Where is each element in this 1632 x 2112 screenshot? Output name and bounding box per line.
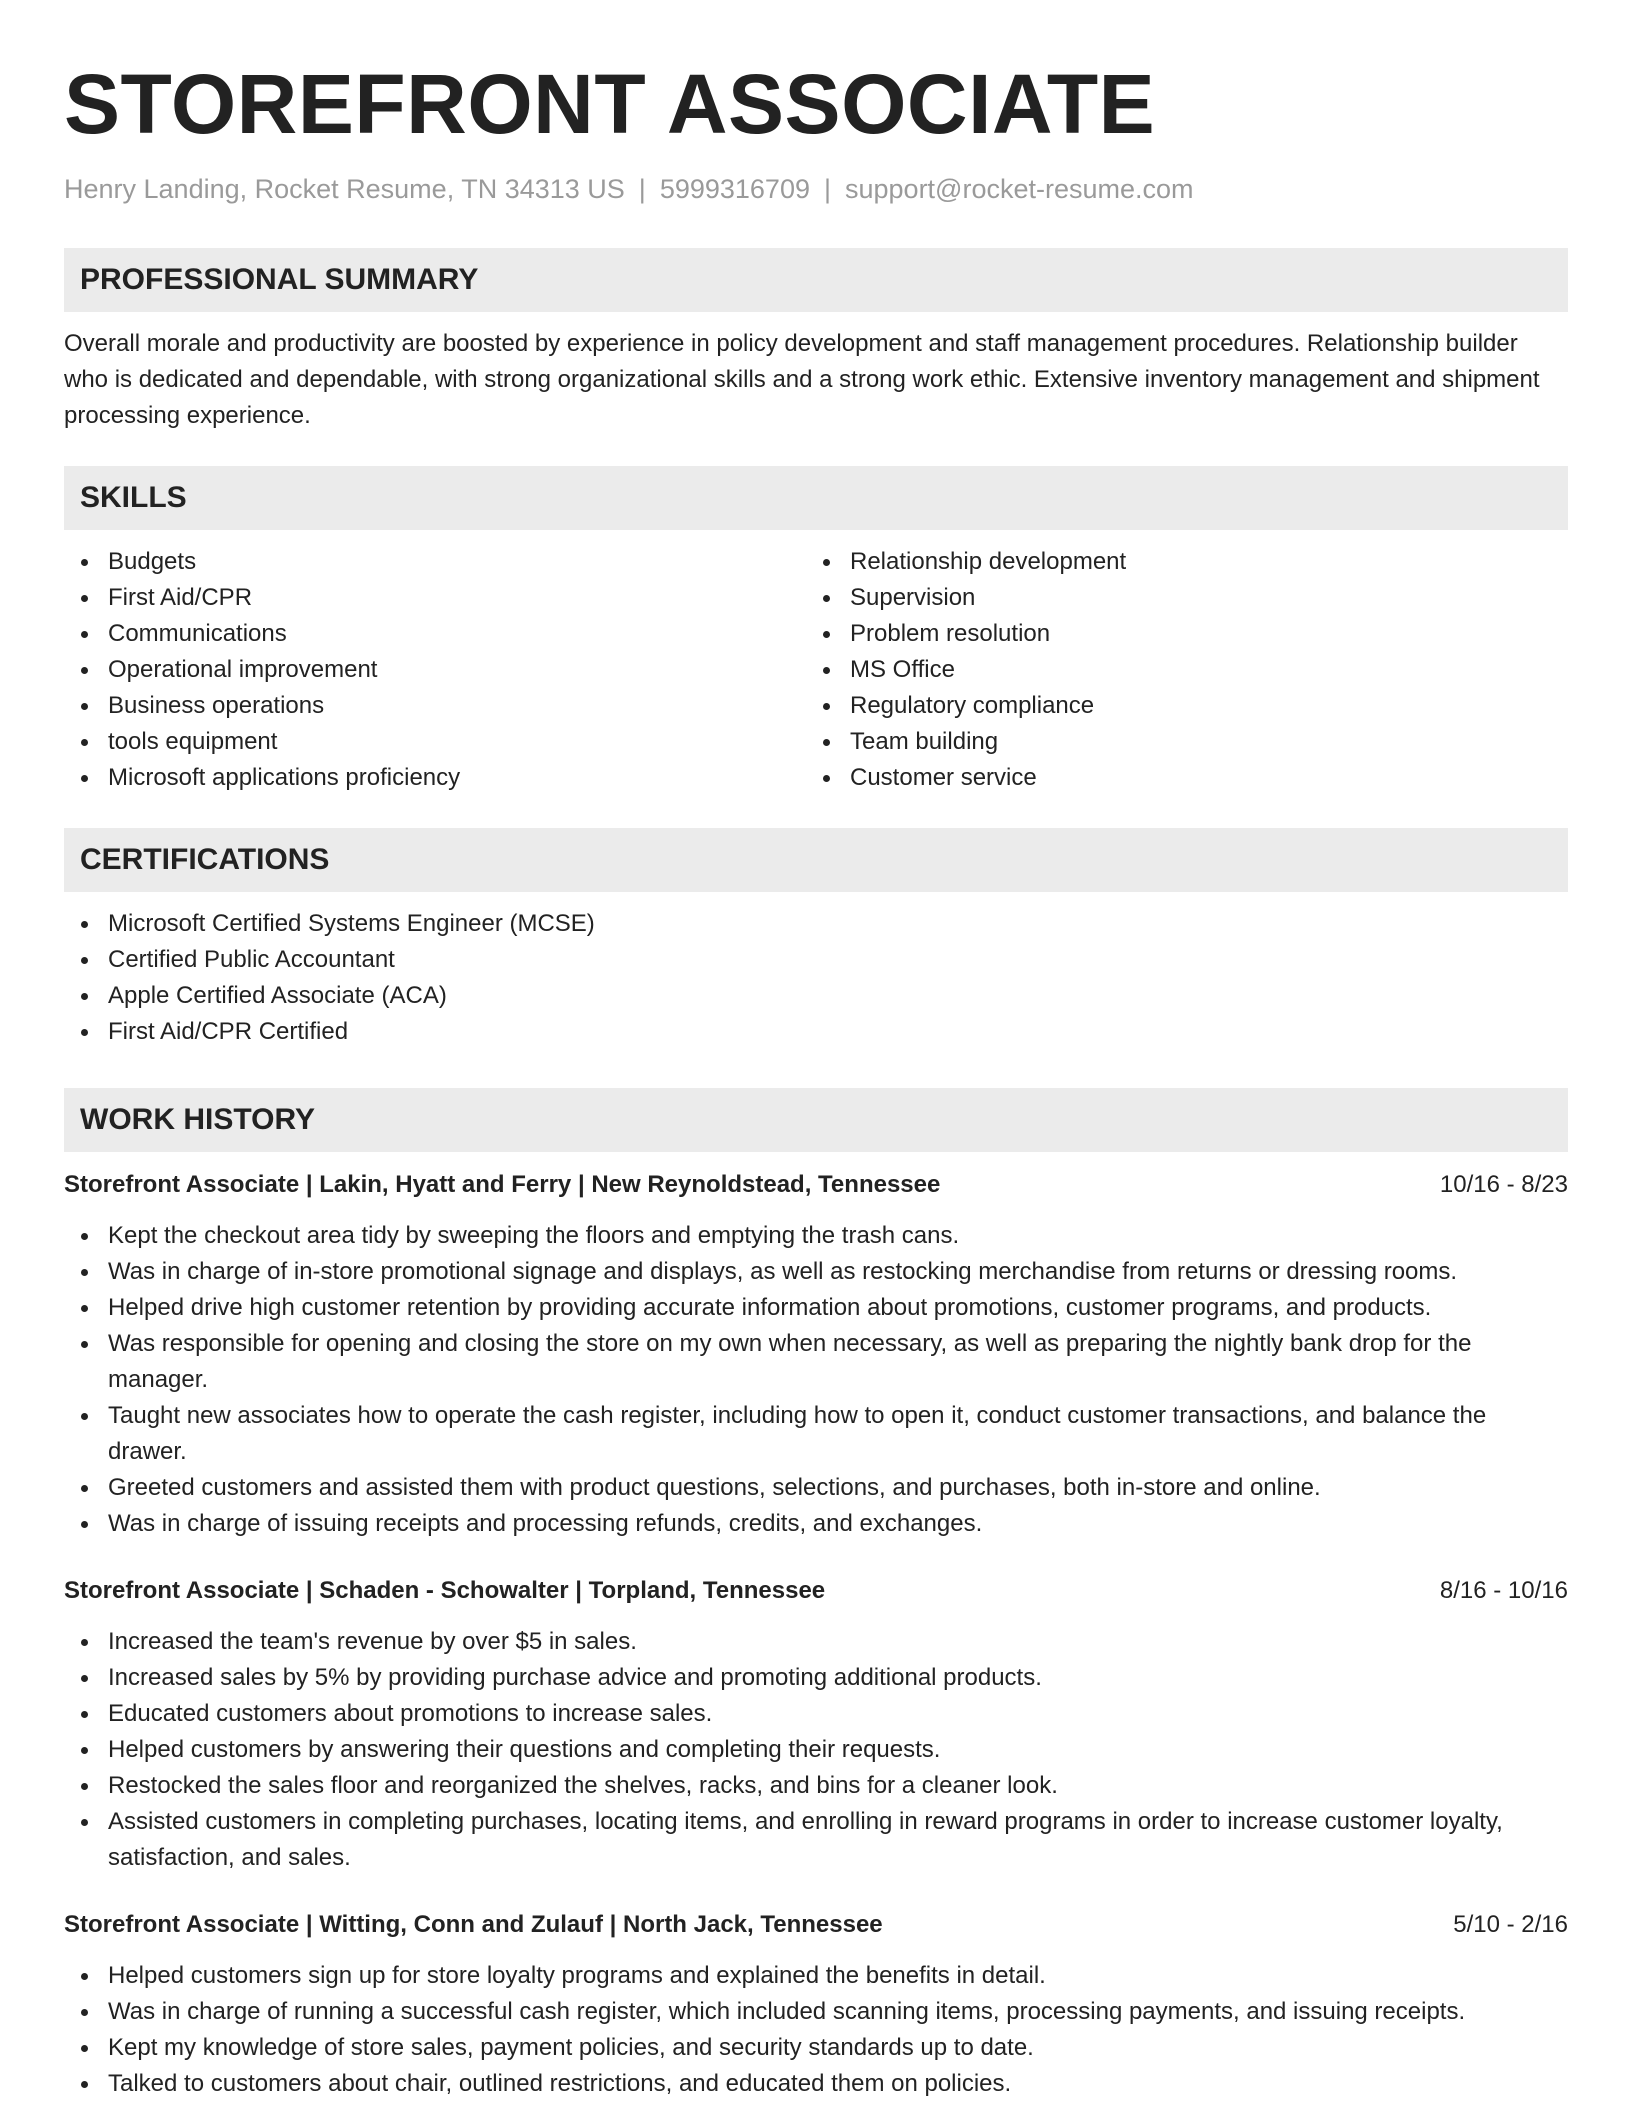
job-bullet: Increased the team's revenue by over $5 in sales. <box>64 1624 1568 1660</box>
certification-item: First Aid/CPR Certified <box>64 1014 1568 1050</box>
job-title: Storefront Associate | Witting, Conn and Zulauf | North Jack, Tennessee <box>64 1911 883 1938</box>
certification-item: Certified Public Accountant <box>64 942 1568 978</box>
certifications-list <box>64 906 1568 1050</box>
job-dates: 8/16 - 10/16 <box>1439 1577 1568 1604</box>
job-bullet: Restocked the sales floor and reorganized the shelves, racks, and bins for a cleaner look. <box>64 1768 1568 1804</box>
contact-phone: 5999316709 <box>659 174 810 204</box>
job-bullet: Greeted customers and assisted them with product questions, selections, and purchases, both in-store and online. <box>64 1470 1568 1506</box>
job-title: Storefront Associate | Schaden - Schowalter | Torpland, Tennessee <box>64 1577 826 1604</box>
job-entry <box>64 1574 1568 1876</box>
skills-columns <box>64 544 1568 796</box>
contact-line <box>64 172 1568 206</box>
job-bullet: Helped drive high customer retention by providing accurate information about promotions, customer programs, and products. <box>64 1290 1568 1326</box>
skill-item: First Aid/CPR <box>64 580 806 616</box>
skill-item: Operational improvement <box>64 652 806 688</box>
skills-list-left <box>64 544 806 796</box>
skill-item: Supervision <box>806 580 1548 616</box>
job-bullets <box>64 1218 1568 1542</box>
contact-separator: | <box>823 174 831 204</box>
skills-list-right <box>806 544 1548 796</box>
job-header <box>64 1168 1568 1202</box>
job-title: Storefront Associate | Lakin, Hyatt and Ferry | New Reynoldstead, Tennessee <box>64 1171 941 1198</box>
job-bullet: Was in charge of issuing receipts and processing refunds, credits, and exchanges. <box>64 1506 1568 1542</box>
contact-email: support@rocket-resume.com <box>845 174 1194 204</box>
work-history-section <box>64 1088 1568 2102</box>
job-bullet: Educated customers about promotions to increase sales. <box>64 1696 1568 1732</box>
contact-separator: | <box>638 174 646 204</box>
job-bullet: Assisted customers in completing purchases, locating items, and enrolling in reward programs in order to increase customer loyalty, satisfaction, and sales. <box>64 1804 1568 1876</box>
skill-item: tools equipment <box>64 724 806 760</box>
job-bullet: Talked to customers about chair, outlined restrictions, and educated them on policies. <box>64 2066 1568 2102</box>
certifications-heading: CERTIFICATIONS <box>64 828 1568 892</box>
skills-section <box>64 466 1568 796</box>
job-dates: 10/16 - 8/23 <box>1439 1171 1568 1198</box>
job-bullet: Taught new associates how to operate the cash register, including how to open it, conduct customer transactions, and balance the drawer. <box>64 1398 1568 1470</box>
resume-page <box>64 0 1568 2102</box>
skill-item: Business operations <box>64 688 806 724</box>
skills-heading: SKILLS <box>64 466 1568 530</box>
page-title: STOREFRONT ASSOCIATE <box>64 57 1156 151</box>
job-bullet: Increased sales by 5% by providing purchase advice and promoting additional products. <box>64 1660 1568 1696</box>
job-bullet: Was responsible for opening and closing the store on my own when necessary, as well as preparing the nightly bank drop for the manager. <box>64 1326 1568 1398</box>
job-header <box>64 1908 1568 1942</box>
job-bullet: Kept the checkout area tidy by sweeping the floors and emptying the trash cans. <box>64 1218 1568 1254</box>
summary-heading: PROFESSIONAL SUMMARY <box>64 248 1568 312</box>
job-bullets <box>64 1958 1568 2102</box>
skill-item: Communications <box>64 616 806 652</box>
job-bullet: Kept my knowledge of store sales, payment policies, and security standards up to date. <box>64 2030 1568 2066</box>
job-bullet: Helped customers sign up for store loyalty programs and explained the benefits in detail. <box>64 1958 1568 1994</box>
job-entry <box>64 1168 1568 1542</box>
certification-item: Apple Certified Associate (ACA) <box>64 978 1568 1014</box>
summary-text: Overall morale and productivity are boosted by experience in policy development and staff management procedures. Relationship builder who is dedicated and dependable, with strong organizational skills and a strong work ethic. Extensive inventory management and shipment processing experience. <box>64 330 1540 429</box>
skill-item: Problem resolution <box>806 616 1548 652</box>
skill-item: Budgets <box>64 544 806 580</box>
skill-item: Relationship development <box>806 544 1548 580</box>
job-bullets <box>64 1624 1568 1876</box>
skill-item: Regulatory compliance <box>806 688 1548 724</box>
work-history-heading: WORK HISTORY <box>64 1088 1568 1152</box>
skill-item: Microsoft applications proficiency <box>64 760 806 796</box>
certification-item: Microsoft Certified Systems Engineer (MCSE) <box>64 906 1568 942</box>
contact-address: Henry Landing, Rocket Resume, TN 34313 US <box>64 174 625 204</box>
skill-item: MS Office <box>806 652 1548 688</box>
certifications-section <box>64 828 1568 1050</box>
skill-item: Team building <box>806 724 1548 760</box>
job-bullet: Was in charge of running a successful cash register, which included scanning items, processing payments, and issuing receipts. <box>64 1994 1568 2030</box>
job-header <box>64 1574 1568 1608</box>
job-dates: 5/10 - 2/16 <box>1453 1911 1568 1938</box>
job-bullet: Helped customers by answering their questions and completing their requests. <box>64 1732 1568 1768</box>
job-entry <box>64 1908 1568 2102</box>
job-bullet: Was in charge of in-store promotional signage and displays, as well as restocking merchandise from returns or dressing rooms. <box>64 1254 1568 1290</box>
skill-item: Customer service <box>806 760 1548 796</box>
summary-section <box>64 248 1568 434</box>
